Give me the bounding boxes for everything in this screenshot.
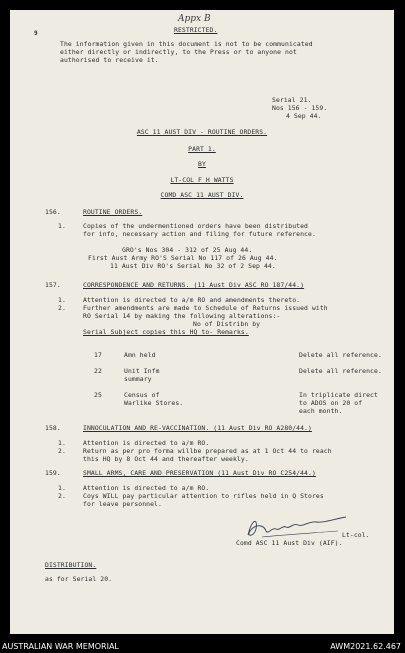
table-row-serial: 17: [94, 351, 102, 359]
item-159-para-2-line-2: for leave personnel.: [83, 500, 162, 508]
table-row-remarks: In triplicate direct: [299, 391, 378, 399]
table-row-serial: 25: [94, 391, 102, 399]
notice-line-2: either directly or indirectly, to the Press or to anyone not: [60, 48, 297, 56]
item-159-para-1-number: 1.: [58, 484, 66, 492]
by-line: BY: [198, 160, 206, 168]
item-156-heading: ROUTINE ORDERS.: [83, 208, 143, 216]
table-row-remarks-line-3: each month.: [299, 407, 343, 415]
item-157-number: 157.: [45, 281, 61, 289]
item-157-para-2-number: 2.: [58, 304, 66, 312]
officer-unit: COMD ASC 11 AUST DIV.: [160, 191, 244, 199]
item-158-para-2-line-1: Return as per pro forma willbe prepared as at 1 Oct 44 to reach: [83, 447, 332, 455]
item-156-number: 156.: [45, 208, 61, 216]
item-158-para-1: Attention is directed to a/m RO.: [83, 439, 210, 447]
item-159-para-2-number: 2.: [58, 492, 66, 500]
item-156-ref-3: 11 Aust Div RO's Serial No 32 of 2 Sep 44.: [110, 262, 276, 270]
table-header: Serial Subject copies this HQ to- Remarks.: [83, 328, 249, 336]
distribution-label: DISTRIBUTION.: [45, 561, 97, 569]
distribution-text: as for Serial 20.: [45, 575, 113, 583]
page-number: 9: [34, 30, 38, 37]
part-heading: PART 1.: [188, 145, 216, 153]
serial-number: Serial 21.: [272, 96, 312, 104]
table-row-subject: Census of: [124, 391, 160, 399]
table-row-subject-line-2: Warlike Stores.: [124, 399, 184, 407]
table-row-remarks: Delete all reference.: [299, 367, 382, 375]
item-159-para-1: Attention is directed to a/m RO.: [83, 484, 210, 492]
notice-line-3: authorised to receive it.: [60, 56, 159, 64]
order-date: 4 Sep 44.: [286, 112, 322, 120]
table-row-remarks: Delete all reference.: [299, 351, 382, 359]
item-157-para-2-line-1: Further amendments are made to Schedule of Returns issued with: [83, 304, 328, 312]
table-header-top: No of Distribn by: [193, 320, 261, 328]
item-156-ref-2: First Aust Army RO'S Serial No 117 of 26 Aug 44.: [88, 254, 278, 262]
item-159-heading: SMALL ARMS, CARE AND PRESERVATION (11 Aust Div RO C254/44.): [83, 469, 316, 477]
item-158-para-2-number: 2.: [58, 447, 66, 455]
archive-accession-number: AWM2021.62.467: [330, 642, 401, 651]
archive-name: AUSTRALIAN WAR MEMORIAL: [2, 642, 119, 651]
item-156-para-1-line-2: for info, necessary action and filing for future reference.: [83, 230, 316, 238]
notice-line-1: The information given in this document is not to be communicated: [60, 40, 313, 48]
table-row-subject-line-2: summary: [124, 375, 152, 383]
item-158-heading: INNOCULATION AND RE-VACCINATION. (11 Aust Div RO A280/44.): [83, 424, 312, 432]
item-157-para-2-line-2: RO Serial 14 by making the following alterations:-: [83, 312, 281, 320]
item-157-para-1-number: 1.: [58, 296, 66, 304]
item-158-number: 158.: [45, 424, 61, 432]
item-156-ref-1: GRO's Nos 304 - 312 of 25 Aug 44.: [122, 246, 253, 254]
order-numbers: Nos 156 - 159.: [272, 104, 328, 112]
document-title: ASC 11 AUST DIV - ROUTINE ORDERS.: [136, 128, 268, 136]
handwritten-annotation: Appx B: [178, 14, 211, 24]
table-row-remarks-line-2: to ADOS on 20 of: [299, 399, 363, 407]
signature-rank: Lt-col.: [342, 531, 370, 539]
item-159-number: 159.: [45, 469, 61, 477]
item-157-heading: CORRESPONDENCE AND RETURNS. (11 Aust Div ASC RO 187/44.): [83, 281, 305, 289]
archive-footer: [0, 640, 405, 653]
classification: RESTRICTED.: [174, 26, 218, 34]
item-156-para-1-number: 1.: [58, 222, 66, 230]
item-159-para-2-line-1: Coys WILL pay particular attention to rifles held in Q Stores: [83, 492, 324, 500]
signature-title: Comd ASC 11 Aust Div (AIF).: [236, 539, 343, 547]
table-row-subject: Amn held: [124, 351, 156, 359]
item-158-para-2-line-2: this HQ by 8 Oct 44 and thereafter weekly.: [83, 455, 249, 463]
item-157-para-1: Attention is directed to a/m RO and amendments thereto.: [83, 296, 301, 304]
item-156-para-1-line-1: Copies of the undermentioned orders have been distributed: [83, 222, 309, 230]
document-page: [10, 10, 394, 634]
table-row-subject: Unit Infm: [124, 367, 160, 375]
item-158-para-1-number: 1.: [58, 439, 66, 447]
officer-name: LT-COL F H WATTS: [170, 176, 234, 184]
table-row-serial: 22: [94, 367, 102, 375]
